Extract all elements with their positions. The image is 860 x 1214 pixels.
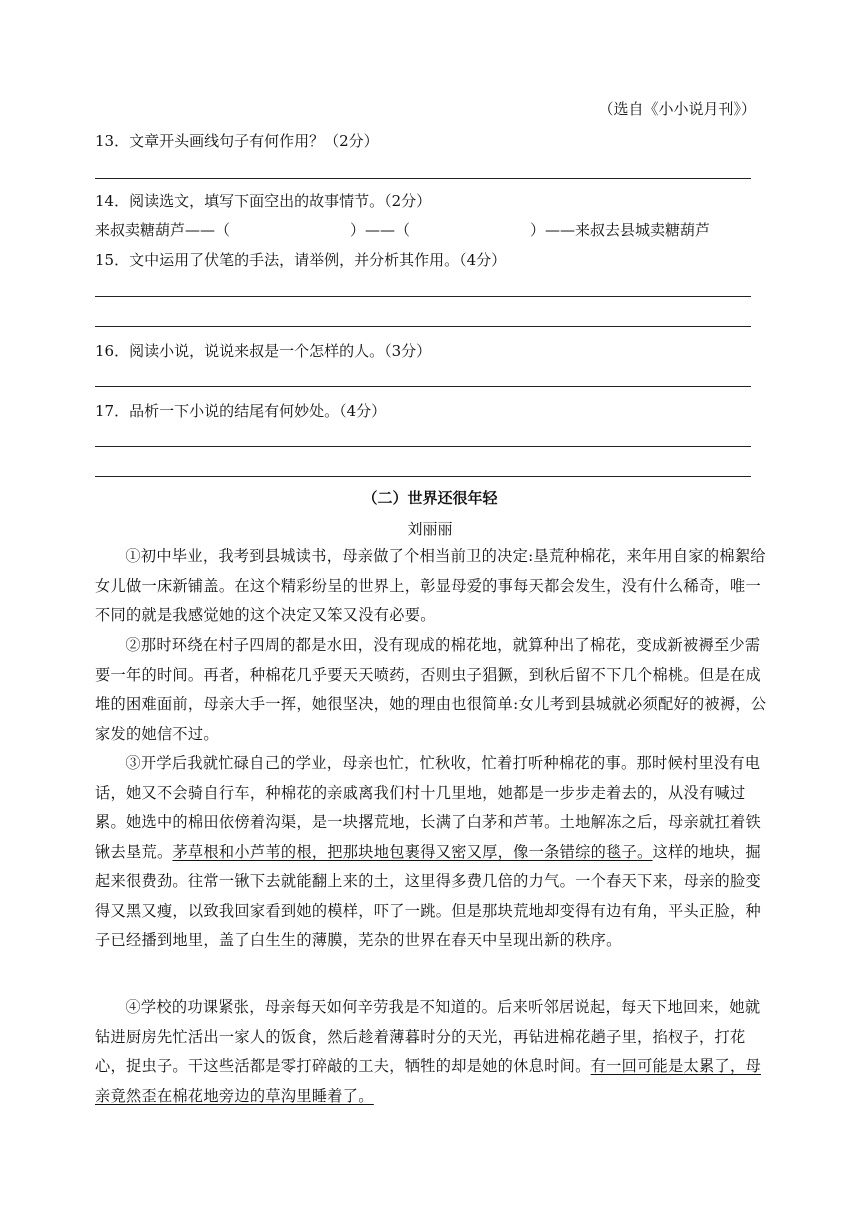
paragraph-1: ①初中毕业，我考到县城读书，母亲做了个相当前卫的决定:垦荒种棉花，来年用自家的棉絮给女儿做一床新铺盖。在这个精彩纷呈的世界上，彰显母爱的事每天都会发生，没有什么稀奇，唯一不同的就是我感觉她的这个决定又笨又没有必要。 (95, 547, 766, 624)
paragraph-3 (95, 749, 767, 956)
question-14: 14．阅读选文，填写下面空出的故事情节。（2分） (95, 192, 432, 210)
question-17: 17．品析一下小说的结尾有何妙处。（4分） (95, 402, 387, 420)
source-note: （选自《小小说月刊》） (598, 100, 756, 118)
underlined-sentence: 茅草根和小芦苇的根，把那块地包裹得又密又厚，像一条错综的毯子。 (172, 842, 653, 861)
article-author: 刘丽丽 (407, 520, 453, 538)
answer-line (95, 296, 751, 297)
paragraph-3-text-a: ③开学后我就忙碌自己的学业，母亲也忙，忙秋收，忙着打听种棉花的事。那时候村里没有电话，她又不会骑自行车，种棉花的亲戚离我们村十几里地，她都是一步步走着去的，从没有喊过累。她选中的棉田依傍着沟渠，是一块撂荒地，长满了白茅和芦苇。土地解冻之后，母亲就扛着铁锹去垦荒。 (95, 754, 761, 861)
question-14-plot-line (95, 219, 710, 240)
plot-part-1: 来叔卖糖葫芦——（ (95, 221, 231, 239)
question-16: 16．阅读小说，说说来叔是一个怎样的人。（3分） (95, 342, 432, 360)
paragraph-4 (95, 993, 767, 1111)
plot-part-2: ）——（ (350, 221, 411, 239)
paragraph-3-text-b: 这样的地块，掘起来很费劲。往常一锹下去就能翻上来的土，这里得多费几倍的力气。一个春天下来，母亲的脸变得又黑又瘦，以致我回家看到她的模样，吓了一跳。但是那块荒地却变得有边有角，平头正脸，种子已经播到地里，盖了白生生的薄膜，芜杂的世界在春天中呈现出新的秩序。 (95, 842, 761, 949)
answer-line (95, 178, 751, 179)
article-title: （二）世界还很年轻 (362, 489, 498, 507)
answer-line (95, 386, 751, 387)
plot-part-3: ）——来叔去县城卖糖葫芦 (530, 221, 711, 239)
answer-line (95, 326, 751, 327)
question-15: 15．文中运用了伏笔的手法，请举例，并分析其作用。（4分） (95, 251, 507, 269)
answer-line (95, 446, 751, 447)
question-13: 13．文章开头画线句子有何作用？（2分） (95, 132, 379, 150)
paragraph-2: ②那时环绕在村子四周的都是水田，没有现成的棉花地，就算种出了棉花，变成新被褥至少需要一年的时间。再者，种棉花几乎要天天喷药，否则虫子猖獗，到秋后留不下几个棉桃。但是在成堆的困难面前，母亲大手一挥，她很坚决，她的理由也很简单:女儿考到县城就必须配好的被褥，公家发的她信不过。 (95, 636, 767, 743)
answer-line (95, 476, 751, 477)
paragraph-4-text-a: ④学校的功课紧张，母亲每天如何辛劳我是不知道的。后来听邻居说起，每天下地回来，她就钻进厨房先忙活出一家人的饭食，然后趁着薄暮时分的天光，再钻进棉花趟子里，掐杈子，打花心，捉虫子。干这些活都是零打碎敲的工夫，牺牲的却是她的休息时间。 (95, 998, 761, 1075)
underlined-sentence: 有一回可能是太累了，母亲竟然歪在棉花地旁边的草沟里睡着了。 (95, 1057, 761, 1105)
